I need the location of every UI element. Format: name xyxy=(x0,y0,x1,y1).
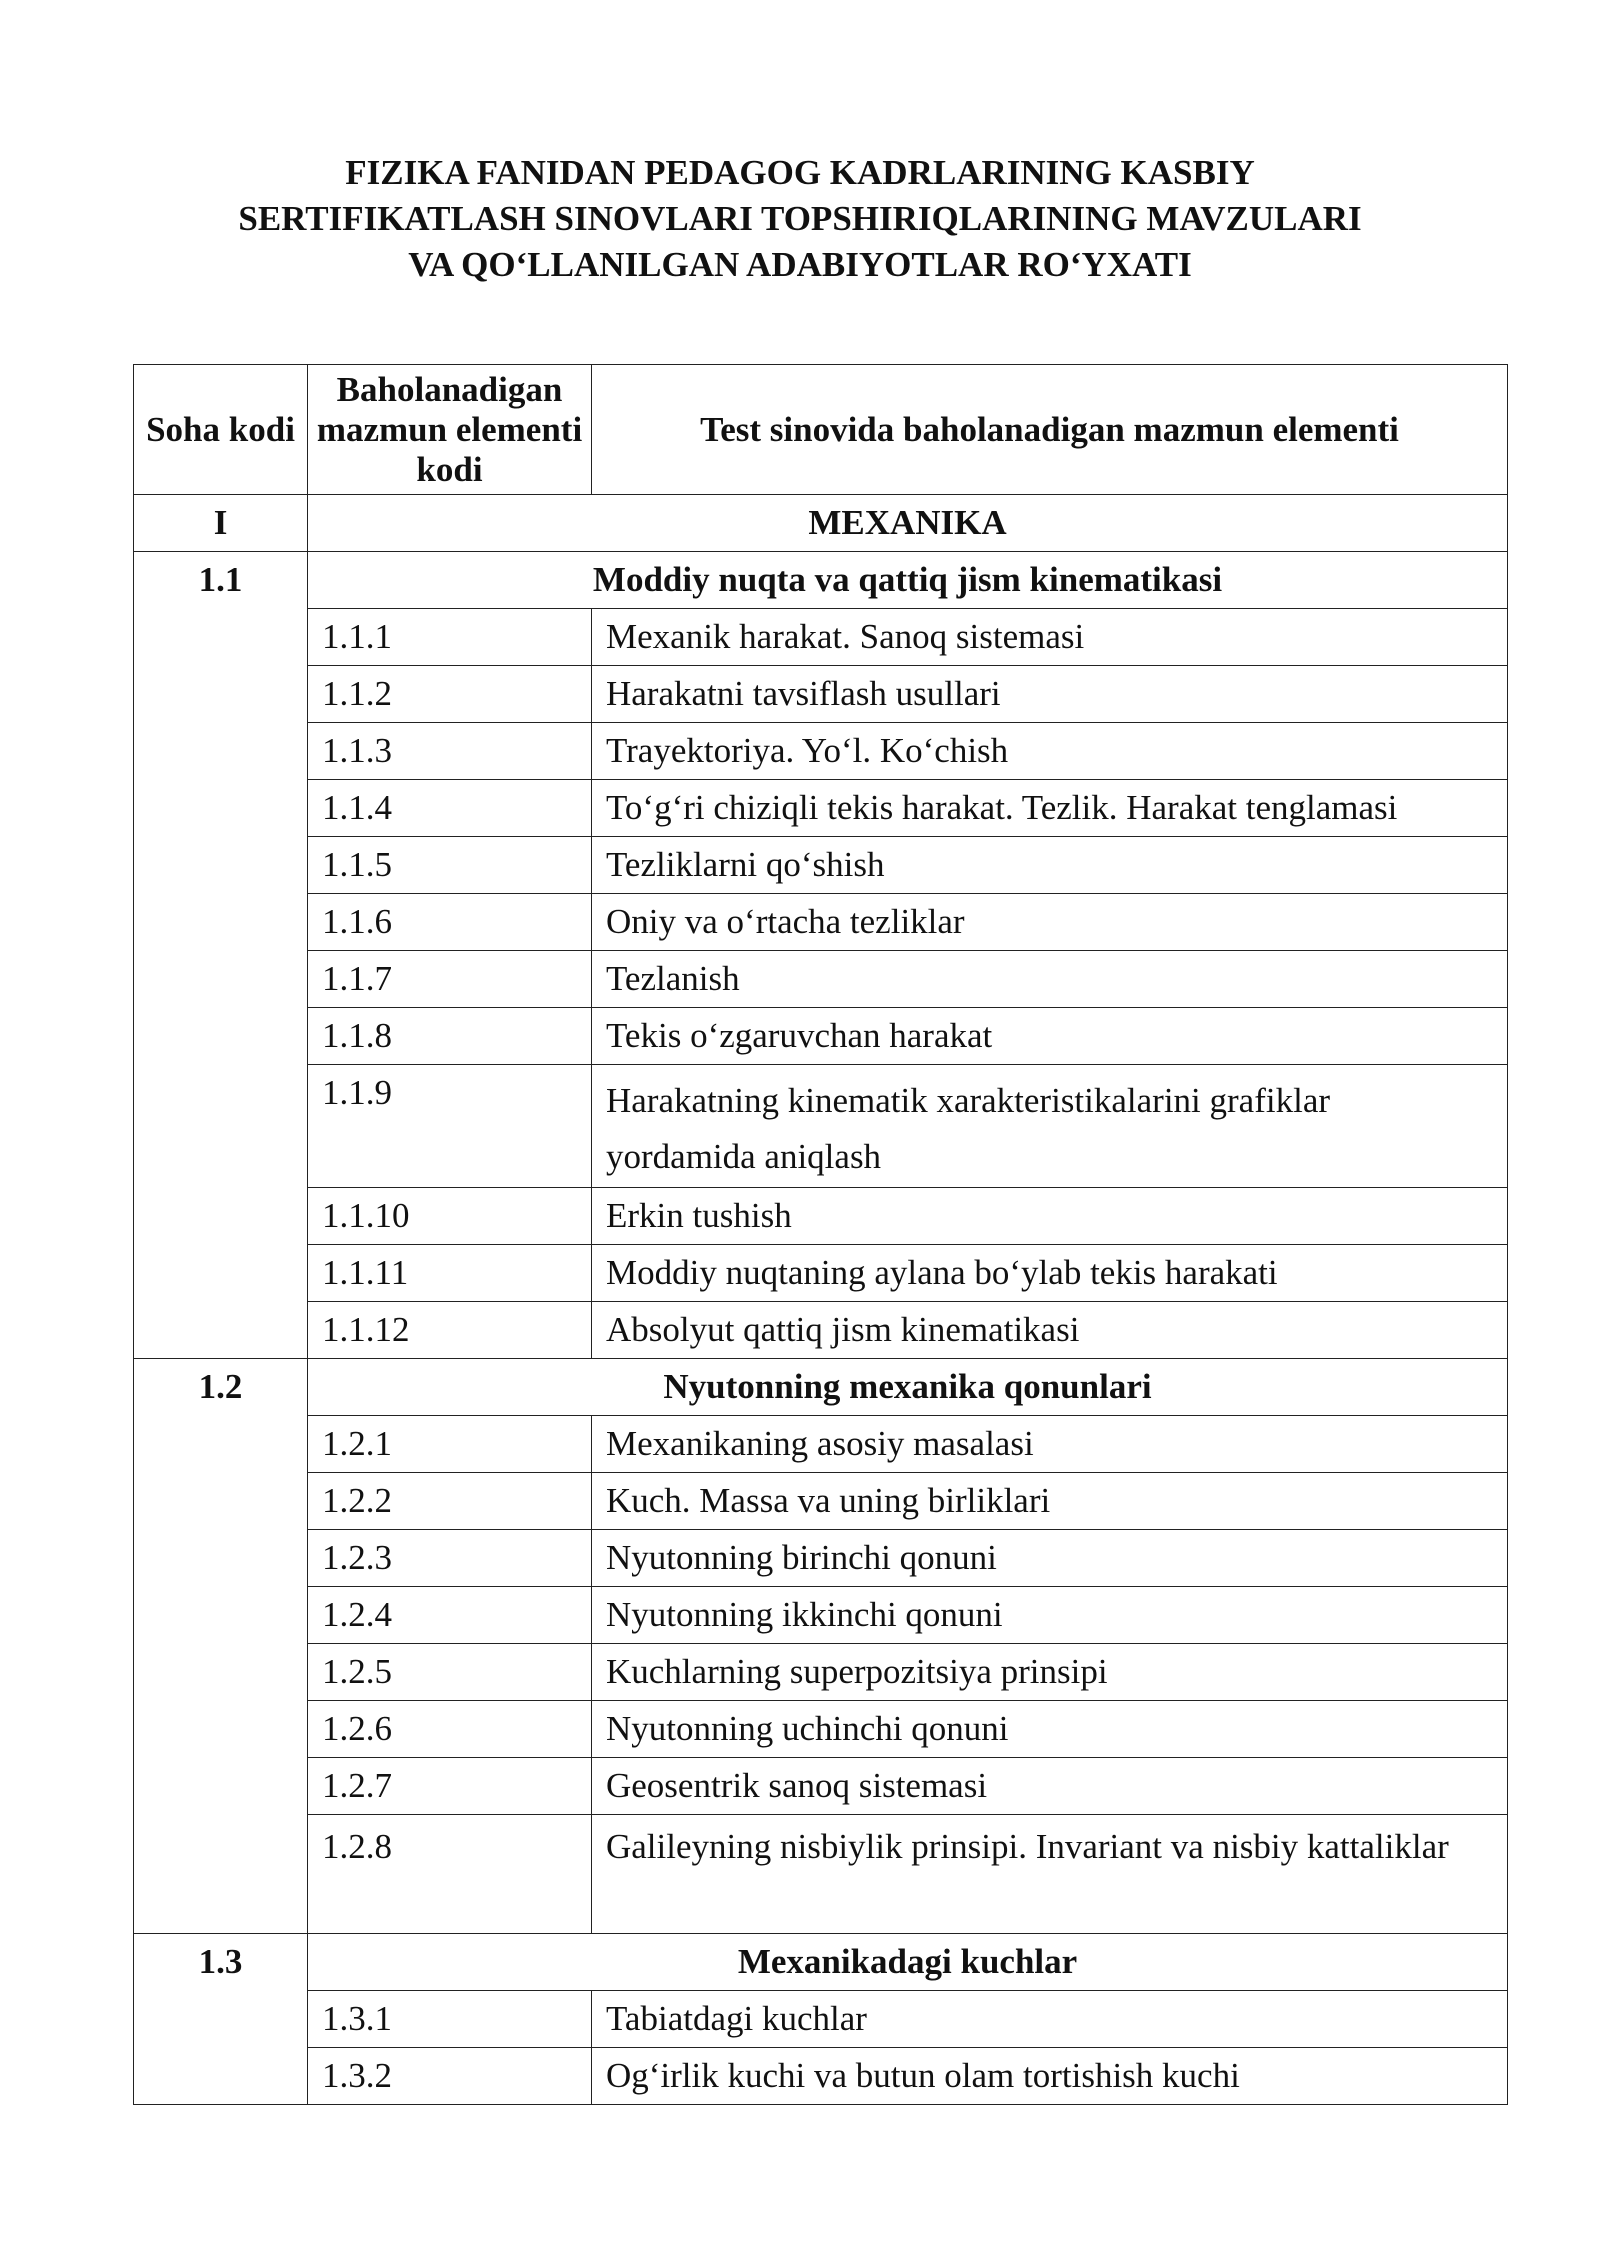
table-row xyxy=(134,1530,1508,1587)
group-title: Moddiy nuqta va qattiq jism kinematikasi xyxy=(308,552,1508,609)
table-row xyxy=(134,1758,1508,1815)
table-row xyxy=(134,780,1508,837)
table-row xyxy=(134,894,1508,951)
element-text: Og‘irlik kuchi va butun olam tortishish kuchi xyxy=(592,2048,1508,2105)
element-text: Tezliklarni qo‘shish xyxy=(592,837,1508,894)
title-line: SERTIFIKATLASH SINOVLARI TOPSHIRIQLARINING MAVZULARI xyxy=(238,199,1362,238)
element-code: 1.2.7 xyxy=(308,1758,592,1815)
element-text: Mexanikaning asosiy masalasi xyxy=(592,1416,1508,1473)
element-code: 1.1.1 xyxy=(308,609,592,666)
element-code: 1.2.3 xyxy=(308,1530,592,1587)
table-row xyxy=(134,1587,1508,1644)
title-line: FIZIKA FANIDAN PEDAGOG KADRLARINING KASBIY xyxy=(345,153,1255,192)
element-text: Tekis o‘zgaruvchan harakat xyxy=(592,1008,1508,1065)
table-row xyxy=(134,1815,1508,1934)
group-code-text: 1.1 xyxy=(198,560,243,599)
element-text: Geosentrik sanoq sistemasi xyxy=(592,1758,1508,1815)
element-text: Galileyning nisbiylik prinsipi. Invariant va nisbiy kattaliklar xyxy=(592,1815,1508,1934)
element-code: 1.1.5 xyxy=(308,837,592,894)
element-code: 1.3.2 xyxy=(308,2048,592,2105)
header-mazmun-elementi: Test sinovida baholanadigan mazmun elementi xyxy=(592,365,1508,495)
element-code: 1.1.3 xyxy=(308,723,592,780)
element-code: 1.1.7 xyxy=(308,951,592,1008)
topics-table xyxy=(133,364,1508,2105)
element-code: 1.1.9 xyxy=(308,1065,592,1188)
group-title: Nyutonning mexanika qonunlari xyxy=(308,1359,1508,1416)
group-title: Mexanikadagi kuchlar xyxy=(308,1934,1508,1991)
element-code: 1.1.11 xyxy=(308,1245,592,1302)
group-header-row xyxy=(134,552,1508,609)
table-header-row xyxy=(134,365,1508,495)
group-code xyxy=(134,1934,308,2105)
element-code: 1.2.1 xyxy=(308,1416,592,1473)
element-code: 1.1.6 xyxy=(308,894,592,951)
element-code: 1.1.10 xyxy=(308,1188,592,1245)
table-body xyxy=(134,495,1508,2105)
section-title: MEXANIKA xyxy=(308,495,1508,552)
element-code: 1.2.8 xyxy=(308,1815,592,1934)
table-row xyxy=(134,1416,1508,1473)
table-row xyxy=(134,1188,1508,1245)
group-code xyxy=(134,552,308,1359)
element-code: 1.2.6 xyxy=(308,1701,592,1758)
section-row xyxy=(134,495,1508,552)
table-row xyxy=(134,1644,1508,1701)
element-code: 1.2.5 xyxy=(308,1644,592,1701)
group-code xyxy=(134,1359,308,1934)
document-title xyxy=(133,150,1467,288)
section-code: I xyxy=(134,495,308,552)
header-soha-kodi: Soha kodi xyxy=(134,365,308,495)
table-row xyxy=(134,1245,1508,1302)
table-row xyxy=(134,837,1508,894)
header-element-kodi: Baholanadigan mazmun elementi kodi xyxy=(308,365,592,495)
element-text: Kuch. Massa va uning birliklari xyxy=(592,1473,1508,1530)
table-row xyxy=(134,666,1508,723)
element-code: 1.3.1 xyxy=(308,1991,592,2048)
element-text: Nyutonning ikkinchi qonuni xyxy=(592,1587,1508,1644)
element-text: Mexanik harakat. Sanoq sistemasi xyxy=(592,609,1508,666)
element-code: 1.1.8 xyxy=(308,1008,592,1065)
element-code: 1.1.2 xyxy=(308,666,592,723)
table-row xyxy=(134,2048,1508,2105)
table-row xyxy=(134,1473,1508,1530)
table-row xyxy=(134,1065,1508,1188)
element-text: Nyutonning birinchi qonuni xyxy=(592,1530,1508,1587)
table-row xyxy=(134,1008,1508,1065)
title-line: VA QO‘LLANILGAN ADABIYOTLAR RO‘YXATI xyxy=(408,245,1192,284)
table-row xyxy=(134,723,1508,780)
group-code-text: 1.3 xyxy=(198,1942,243,1981)
element-text: Harakatning kinematik xarakteristikalarini grafiklar yordamida aniqlash xyxy=(592,1065,1508,1188)
table-row xyxy=(134,609,1508,666)
element-text: Tezlanish xyxy=(592,951,1508,1008)
group-code-text: 1.2 xyxy=(198,1367,243,1406)
table-row xyxy=(134,1302,1508,1359)
element-text: Tabiatdagi kuchlar xyxy=(592,1991,1508,2048)
element-text: Trayektoriya. Yo‘l. Ko‘chish xyxy=(592,723,1508,780)
element-text: Moddiy nuqtaning aylana bo‘ylab tekis harakati xyxy=(592,1245,1508,1302)
element-text: Kuchlarning superpozitsiya prinsipi xyxy=(592,1644,1508,1701)
group-header-row xyxy=(134,1359,1508,1416)
element-code: 1.1.12 xyxy=(308,1302,592,1359)
element-code: 1.1.4 xyxy=(308,780,592,837)
table-row xyxy=(134,1701,1508,1758)
element-text: Oniy va o‘rtacha tezliklar xyxy=(592,894,1508,951)
element-code: 1.2.2 xyxy=(308,1473,592,1530)
element-code: 1.2.4 xyxy=(308,1587,592,1644)
table-row xyxy=(134,1991,1508,2048)
group-header-row xyxy=(134,1934,1508,1991)
table-row xyxy=(134,951,1508,1008)
element-text: Harakatni tavsiflash usullari xyxy=(592,666,1508,723)
element-text: Absolyut qattiq jism kinematikasi xyxy=(592,1302,1508,1359)
element-text: To‘g‘ri chiziqli tekis harakat. Tezlik. Harakat tenglamasi xyxy=(592,780,1508,837)
element-text: Erkin tushish xyxy=(592,1188,1508,1245)
element-text: Nyutonning uchinchi qonuni xyxy=(592,1701,1508,1758)
